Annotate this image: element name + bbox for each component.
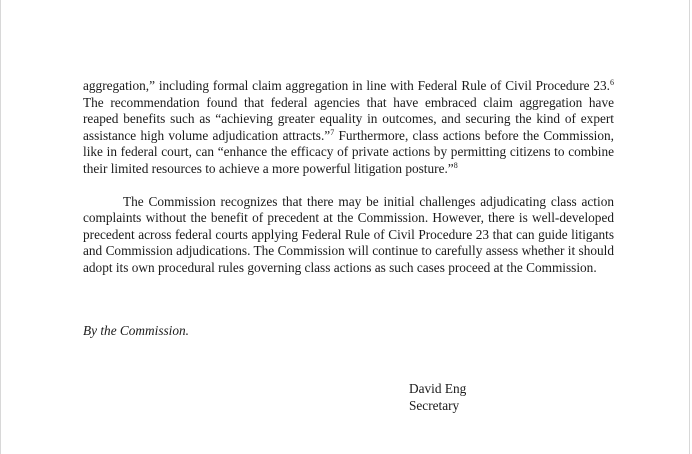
signatory-name: David Eng	[409, 381, 467, 396]
footnote-ref-7[interactable]: 7	[330, 127, 335, 137]
footnote-ref-8[interactable]: 8	[453, 160, 458, 170]
signatory-title: Secretary	[409, 397, 460, 413]
footnote-ref-6[interactable]: 6	[610, 78, 614, 87]
paragraph-1-sentence-2: The recommendation found that federal agencies that have embraced claim aggregation have reaped benefits such as “achieving greater equality in outcomes, and securing the kind of expert assistance high volume adjudication attracts.”	[83, 94, 614, 143]
paragraph-1-sentence-1: aggregation,” including formal claim aggregation in line with Federal Rule of Civil Procedure 23.	[83, 78, 610, 93]
document-body	[83, 78, 614, 276]
paragraph-1-sentence-3: Furthermore, class actions before the Commission, like in federal court, can “enhance the efficacy of private actions by permitting citizens to combine their limited resources to achieve a more powerful litigation posture.”	[83, 127, 614, 176]
paragraph-commission-recognizes: The Commission recognizes that there may be initial challenges adjudicating class action complaints without the benefit of precedent at the Commission. However, there is well-developed precedent across federal courts applying Federal Rule of Civil Procedure 23 that can guide litigants and Commission adjudications. The Commission will continue to carefully assess whether it should adopt its own procedural rules governing class actions as such cases proceed at the Commission.	[83, 193, 614, 275]
signature-block	[409, 381, 466, 414]
closing-by-the-commission: By the Commission.	[83, 323, 189, 338]
paragraph-claim-aggregation	[83, 78, 614, 177]
